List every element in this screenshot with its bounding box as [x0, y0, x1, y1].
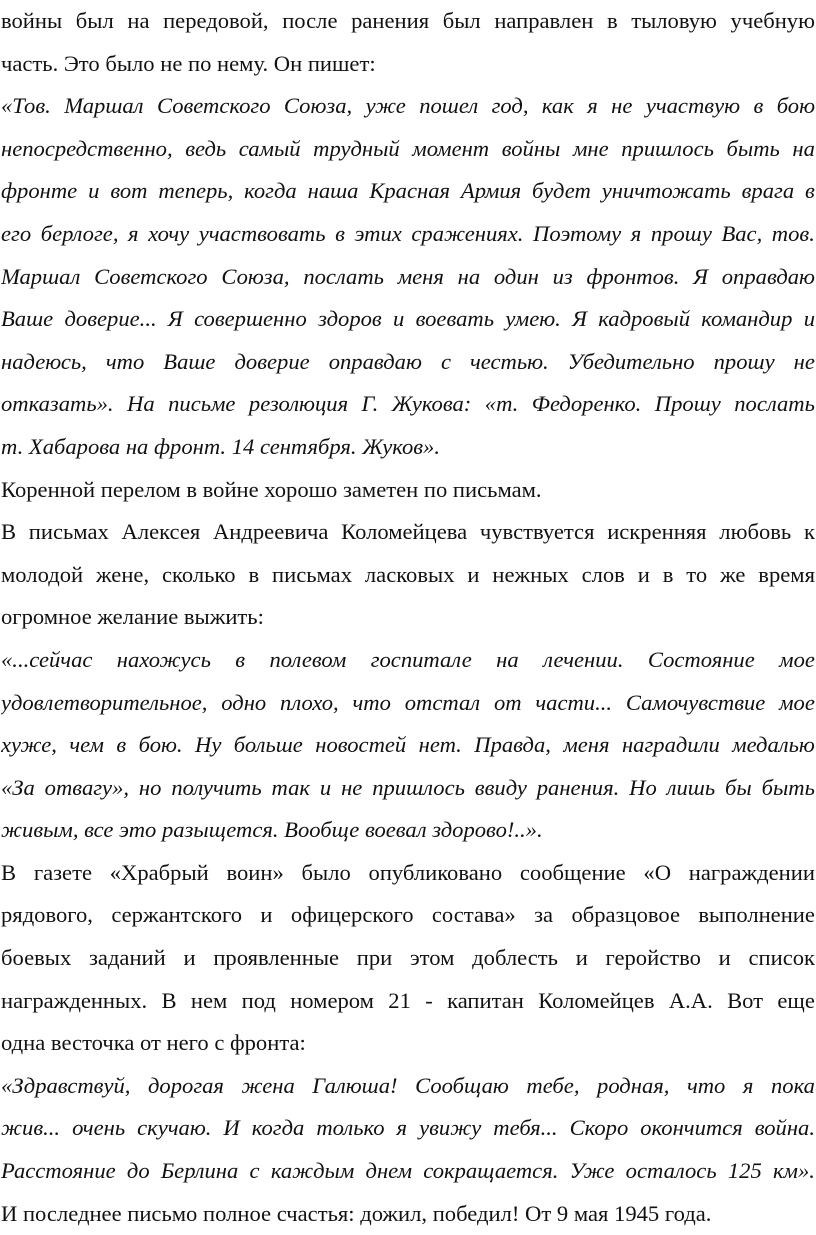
quote-line: «Тов. Маршал Советского Союза, уже пошел год, как я не участвую в бою — [1, 93, 815, 119]
quote-line: его берлоге, я хочу участвовать в этих сражениях. Поэтому я прошу Вас, тов. — [1, 220, 815, 246]
quote-line: «Здравствуй, дорогая жена Галюша! Сообщаю тебе, родная, что я пока — [1, 1072, 815, 1098]
text-line: В письмах Алексея Андреевича Коломейцева чувствуется искренняя любовь к — [1, 519, 815, 545]
quote-line: отказать». На письме резолюция Г. Жукова: «т. Федоренко. Прошу послать — [1, 391, 815, 417]
quote-line: Ваше доверие... Я совершенно здоров и воевать умею. Я кадровый командир и — [1, 306, 815, 332]
quote-line: жив... очень скучаю. И когда только я увижу тебя... Скоро окончится война. — [1, 1115, 815, 1141]
text-line: огромное желание выжить: — [1, 604, 264, 630]
quote-line: «...сейчас нахожусь в полевом госпитале на лечении. Состояние мое — [1, 646, 815, 672]
text-line: И последнее письмо полное счастья: дожил, победил! От 9 мая 1945 года. — [1, 1200, 712, 1226]
text-line: войны был на передовой, после ранения был направлен в тыловую учебную — [1, 8, 815, 33]
text-line: Коренной перелом в войне хорошо заметен по письмам. — [1, 476, 542, 502]
text-line: награжденных. В нем под номером 21 - капитан Коломейцев А.А. Вот еще — [1, 987, 815, 1013]
text-line: часть. Это было не по нему. Он пишет: — [1, 50, 376, 76]
quote-line: фронте и вот теперь, когда наша Красная Армия будет уничтожать врага в — [1, 178, 815, 204]
text-line: рядового, сержантского и офицерского состава» за образцовое выполнение — [1, 902, 815, 928]
text-line: боевых заданий и проявленные при этом доблесть и геройство и список — [1, 945, 815, 971]
quote-line: «За отвагу», но получить так и не пришлось ввиду ранения. Но лишь бы быть — [1, 774, 815, 800]
quote-line: непосредственно, ведь самый трудный момент войны мне пришлось быть на — [1, 135, 815, 161]
text-line: В газете «Храбрый воин» было опубликовано сообщение «О награждении — [1, 859, 815, 885]
quote-line: живым, все это разыщется. Вообще воевал здорово!..». — [1, 817, 543, 843]
quote-line: т. Хабарова на фронт. 14 сентября. Жуков». — [1, 433, 441, 459]
text-line: одна весточка от него с фронта: — [1, 1030, 306, 1056]
quote-line: хуже, чем в бою. Ну больше новостей нет. Правда, меня наградили медалью — [1, 732, 815, 758]
quote-line: Маршал Советского Союза, послать меня на один из фронтов. Я оправдаю — [1, 263, 815, 289]
quote-line: надеюсь, что Ваше доверие оправдаю с честью. Убедительно прошу не — [1, 348, 815, 374]
text-line: молодой жене, сколько в письмах ласковых и нежных слов и в то же время — [1, 561, 815, 587]
quote-line: удовлетворительное, одно плохо, что отстал от части... Самочувствие мое — [1, 689, 815, 715]
quote-line: Расстояние до Берлина с каждым днем сокращается. Уже осталось 125 км». — [1, 1158, 815, 1184]
